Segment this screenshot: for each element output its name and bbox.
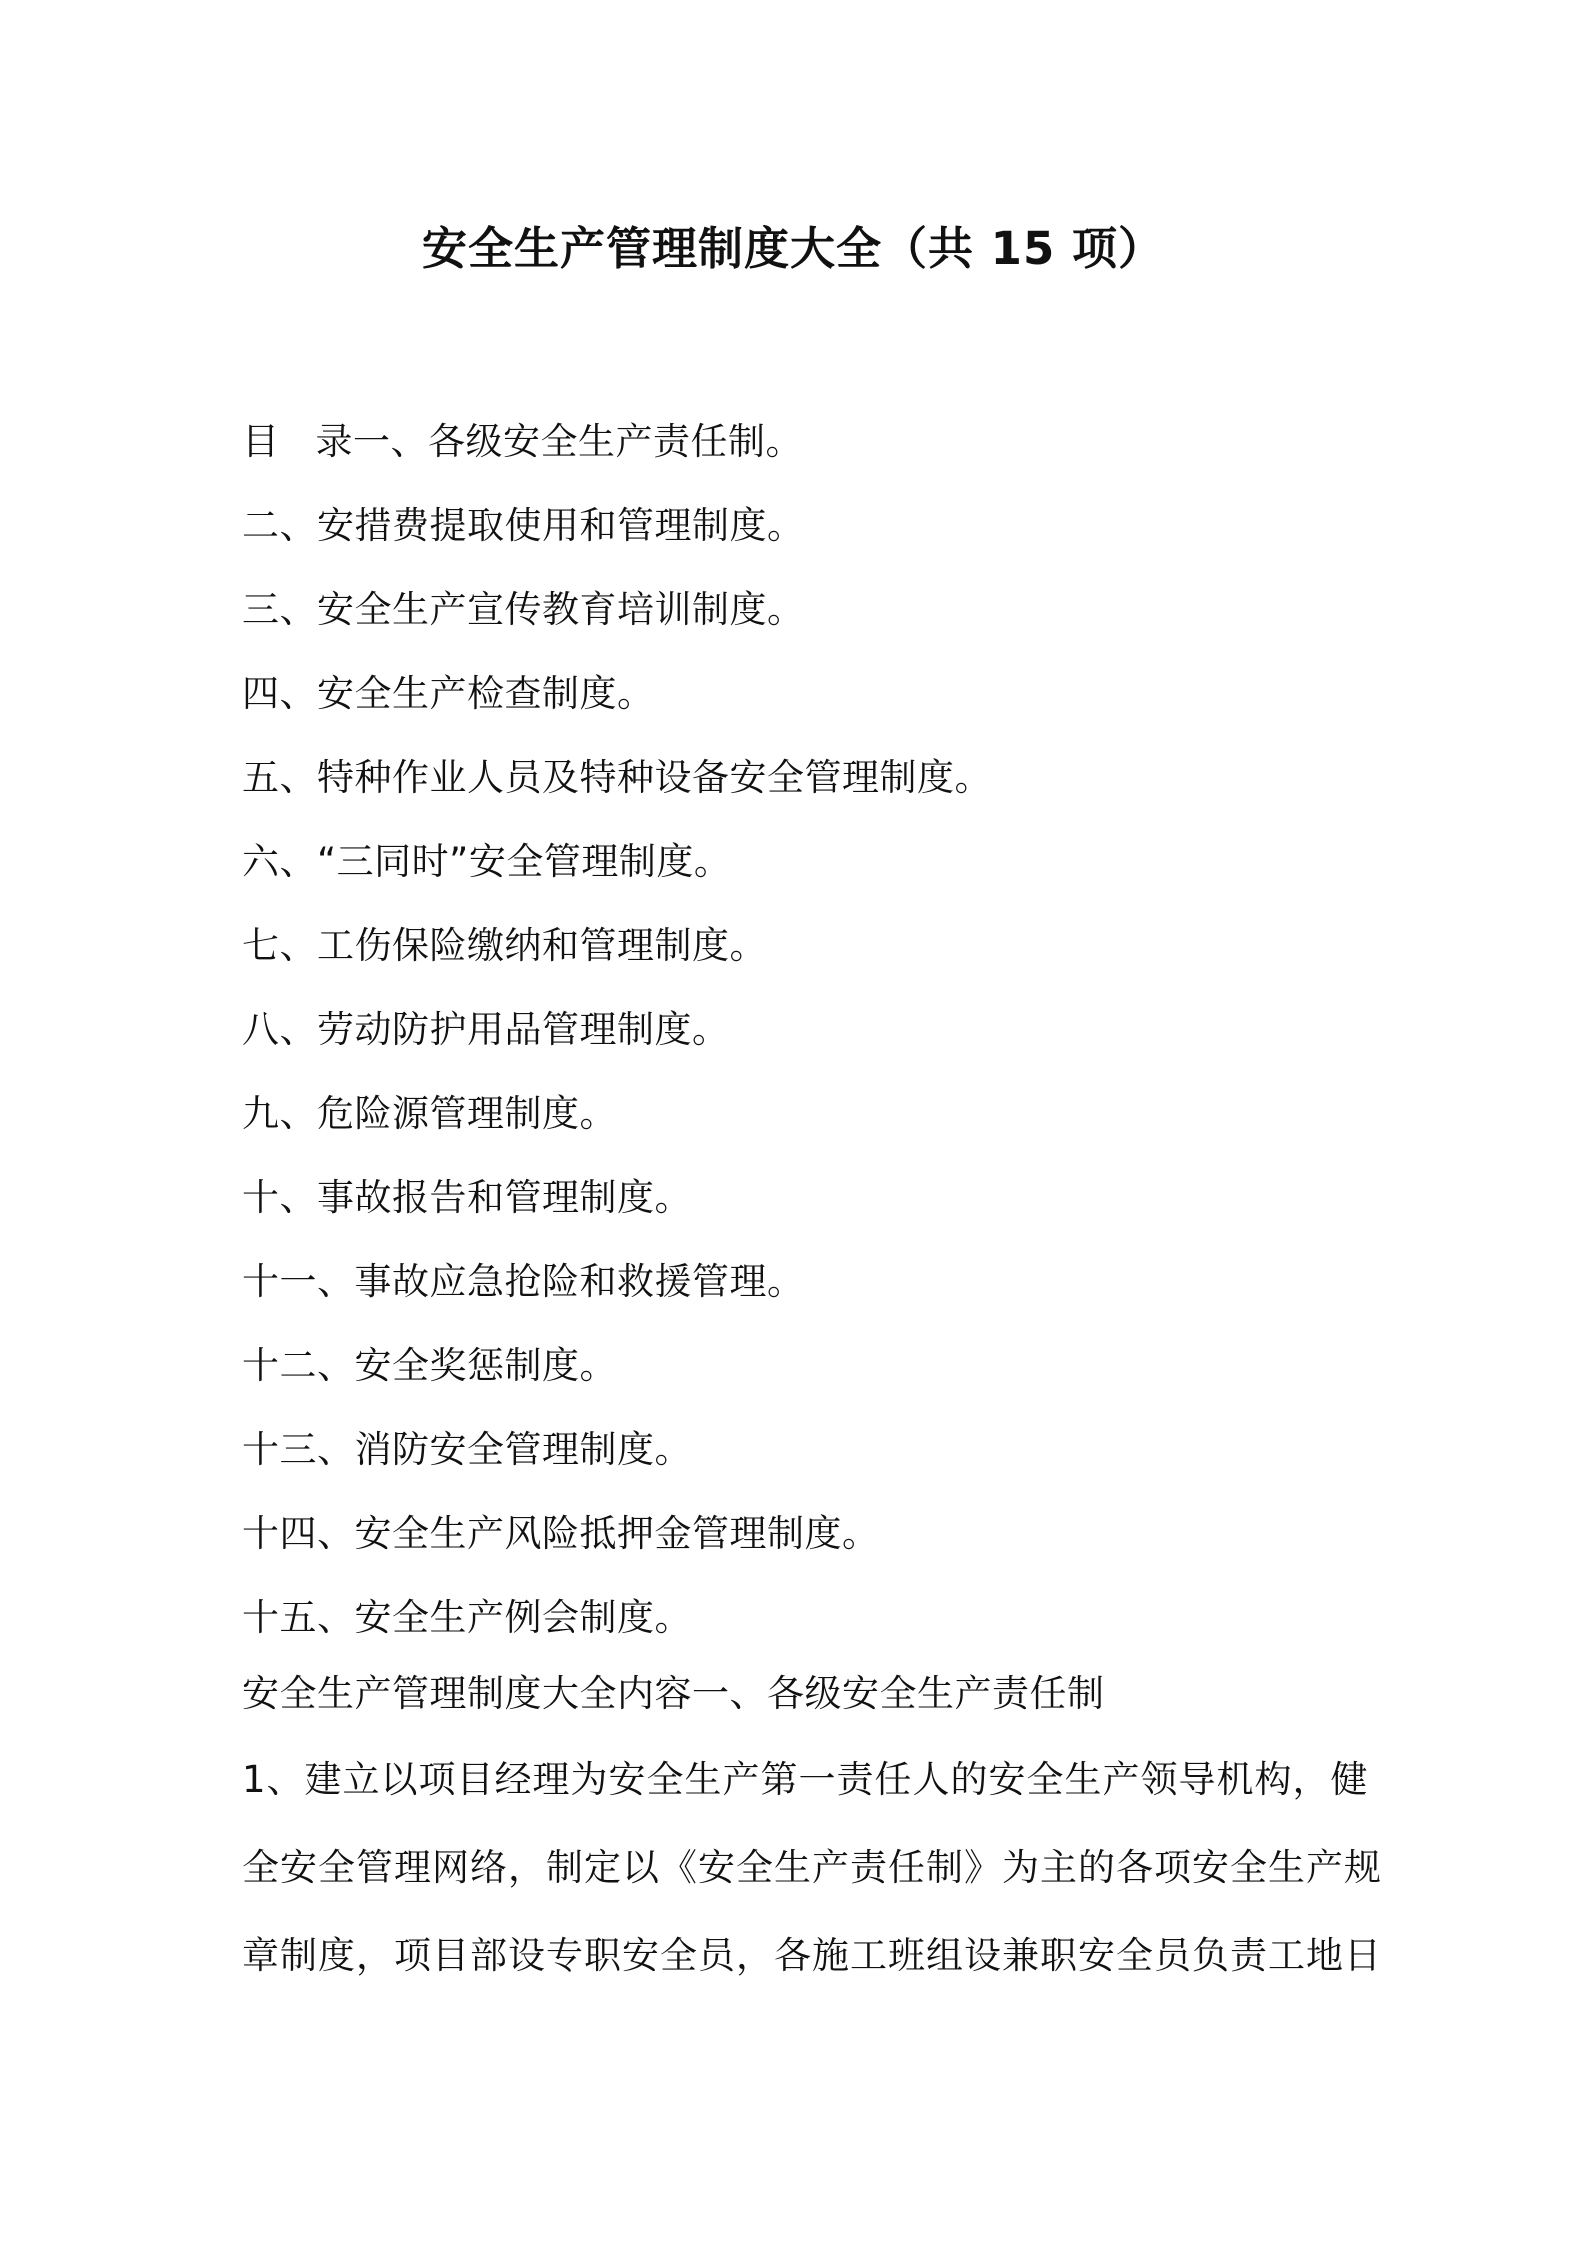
toc-prefix: 目 bbox=[242, 420, 280, 463]
toc-item-13: 十三、消防安全管理制度。 bbox=[242, 1428, 692, 1471]
document-body bbox=[242, 1652, 1382, 2000]
table-of-contents bbox=[242, 400, 1352, 1660]
document-title: 安全生产管理制度大全（共 15 项） bbox=[422, 222, 1164, 275]
toc-item-8: 八、劳动防护用品管理制度。 bbox=[242, 1008, 730, 1051]
paragraph-line: 1、建立以项目经理为安全生产第一责任人的安全生产领导机构，健 bbox=[242, 1758, 1369, 1801]
section-heading: 安全生产管理制度大全内容一、各级安全生产责任制 bbox=[242, 1672, 1105, 1715]
toc-item-10: 十、事故报告和管理制度。 bbox=[242, 1176, 692, 1219]
toc-item-14: 十四、安全生产风险抵押金管理制度。 bbox=[242, 1512, 880, 1555]
toc-item-1 bbox=[242, 400, 1352, 484]
paragraph-line: 章制度，项目部设专职安全员，各施工班组设兼职安全员负责工地日 bbox=[242, 1934, 1382, 1977]
paragraph-line: 全安全管理网络，制定以《安全生产责任制》为主的各项安全生产规 bbox=[242, 1846, 1382, 1889]
toc-item-5: 五、特种作业人员及特种设备安全管理制度。 bbox=[242, 756, 992, 799]
toc-item-15: 十五、安全生产例会制度。 bbox=[242, 1596, 692, 1639]
toc-item-7: 七、工伤保险缴纳和管理制度。 bbox=[242, 924, 767, 967]
toc-item-text: 录一、各级安全生产责任制。 bbox=[315, 420, 803, 463]
toc-item-11: 十一、事故应急抢险和救援管理。 bbox=[242, 1260, 805, 1303]
toc-item-3: 三、安全生产宣传教育培训制度。 bbox=[242, 588, 805, 631]
toc-item-9: 九、危险源管理制度。 bbox=[242, 1092, 617, 1135]
toc-item-2: 二、安措费提取使用和管理制度。 bbox=[242, 504, 805, 547]
toc-item-12: 十二、安全奖惩制度。 bbox=[242, 1344, 617, 1387]
toc-item-4: 四、安全生产检查制度。 bbox=[242, 672, 655, 715]
toc-item-6: 六、“三同时”安全管理制度。 bbox=[242, 840, 732, 883]
